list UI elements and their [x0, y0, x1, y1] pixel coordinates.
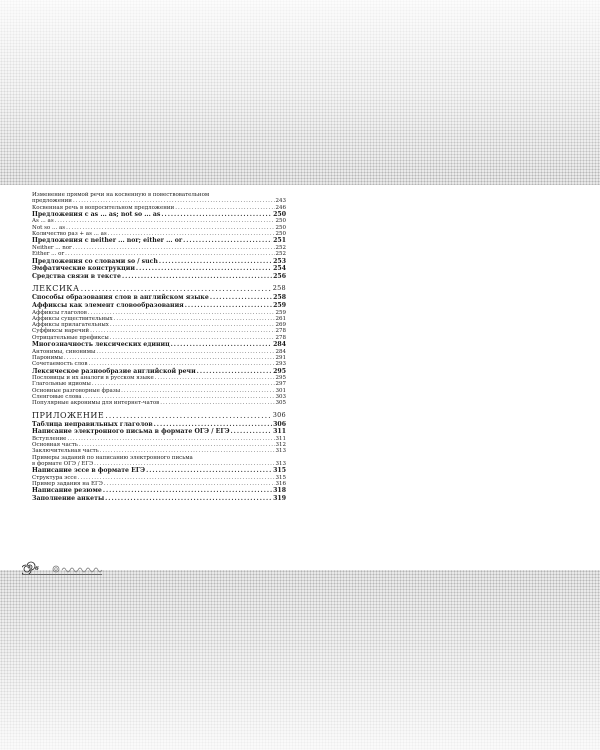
toc-entry-title: Суффиксы наречий — [32, 328, 90, 335]
toc-page-number: 259 — [273, 301, 286, 309]
toc-entry-title: Структура эссе — [32, 474, 77, 481]
toc-page-number: 250 — [275, 224, 286, 231]
toc-page-number: 306 — [272, 410, 286, 419]
toc-page-number: 319 — [273, 495, 286, 503]
toc-entry-title: As ... as — [32, 218, 54, 225]
toc-leader-dots — [171, 341, 272, 349]
toc-leader-dots — [105, 495, 272, 503]
footer-underline — [22, 574, 102, 575]
toc-page-number: 297 — [275, 381, 286, 388]
toc-entry-title: Заключительная часть — [32, 448, 99, 455]
toc-entry-title: Вступление — [32, 435, 67, 442]
toc-entry-title: Основные разговорные фразы — [32, 387, 121, 394]
halftone-band-bottom — [0, 570, 600, 750]
toc-page-number: 313 — [275, 448, 286, 455]
toc-page-number: 246 — [275, 204, 286, 211]
toc-entry — [32, 192, 286, 205]
toc-page-number: 278 — [275, 334, 286, 341]
toc-entry-title: Аффиксы как элемент словообразования — [32, 301, 184, 309]
toc-entry-title: Косвенная речь в вопросительном предложении — [32, 204, 175, 211]
toc-page-number: 312 — [275, 442, 286, 449]
toc-entry-title: Not so ... as — [32, 224, 66, 231]
toc-entry-title: Способы образования слов в английском языке — [32, 294, 209, 302]
toc-entry-title: Примеры заданий по написанию электронного письма — [32, 454, 193, 461]
toc-entry — [32, 495, 286, 503]
toc-page-number: 278 — [275, 328, 286, 335]
toc-page-number: 313 — [275, 460, 286, 467]
toc-entry — [32, 448, 286, 454]
toc-entry — [32, 294, 286, 302]
toc-page-number: 250 — [275, 218, 286, 225]
toc-page-number: 253 — [273, 257, 286, 265]
toc-entry — [32, 237, 286, 245]
toc-entry — [32, 258, 286, 266]
toc-leader-dots — [159, 258, 272, 266]
page-number: 6 — [35, 566, 39, 572]
toc-entry-title: Антонимы, синонимы — [32, 348, 96, 355]
toc-leader-dots — [105, 410, 271, 421]
toc-entry-title: Средства связи в тексте — [32, 272, 121, 280]
toc-page-number: 261 — [275, 315, 286, 322]
halftone-band-top — [0, 0, 600, 185]
toc-entry-title: Сочетаемость слов — [32, 361, 88, 368]
toc-entry — [32, 428, 286, 436]
toc-page-number: 243 — [275, 198, 286, 205]
toc-section-heading — [32, 283, 286, 294]
toc-entry — [32, 467, 286, 475]
toc-leader-dots — [185, 302, 272, 310]
toc-entry-title: Сленговые слова — [32, 393, 82, 400]
toc-page-number: 258 — [273, 294, 286, 302]
toc-leader-dots — [136, 265, 272, 273]
toc-page-number: 301 — [275, 387, 286, 394]
toc-entry-title: Паронимы — [32, 354, 63, 361]
toc-leader-dots — [210, 294, 272, 302]
spiral-ornament-icon — [22, 560, 36, 574]
toc-page-number: 316 — [275, 481, 286, 488]
toc-entry-title: Аффиксы прилагательных — [32, 322, 109, 329]
toc-page-number: 250 — [275, 231, 286, 238]
toc-entry-title: ЛЕКСИКА — [32, 284, 80, 294]
toc-page-number: 252 — [275, 251, 286, 258]
watermark-handwriting — [52, 564, 112, 574]
toc-entry-title: Either ... or — [32, 251, 65, 258]
toc-entry-title: Написание эссе в формате ЕГЭ — [32, 467, 146, 475]
toc-entry — [32, 421, 286, 429]
toc-entry — [32, 400, 286, 406]
toc-entry-title: Предложения со словами so / such — [32, 257, 158, 265]
toc-page-number: 295 — [275, 375, 286, 382]
toc-page-number: 259 — [275, 309, 286, 316]
toc-entry — [32, 273, 286, 281]
toc-page-number: 254 — [273, 265, 286, 273]
toc-entry-title: Популярные акронимы для интернет-чатов — [32, 400, 160, 407]
toc-entry-title: Количество раз + as ... as — [32, 231, 107, 238]
toc-entry-title-cont: предложении — [32, 198, 72, 205]
toc-leader-dots — [160, 400, 274, 406]
toc-entry-title: Отрицательные префиксы — [32, 334, 109, 341]
toc-page-number: 252 — [275, 244, 286, 251]
toc-entry-title: Предложения с neither ... nor; either ... or — [32, 237, 183, 245]
toc-leader-dots — [197, 368, 272, 376]
toc-entry — [32, 368, 286, 376]
toc-page-number: 258 — [272, 284, 286, 293]
toc-leader-dots — [183, 237, 272, 245]
toc-page-number: 305 — [275, 400, 286, 407]
toc-page-number: 311 — [275, 435, 286, 442]
toc-entry — [32, 265, 286, 273]
toc-page-number: 293 — [275, 361, 286, 368]
toc-entry-title: Аффиксы существительных — [32, 315, 113, 322]
toc-entry — [32, 211, 286, 219]
toc-page-number: 250 — [273, 210, 286, 218]
toc-page-number: 303 — [275, 393, 286, 400]
toc-leader-dots — [100, 448, 275, 454]
toc-entry-title: ПРИЛОЖЕНИЕ — [32, 410, 105, 420]
toc-page-number: 284 — [273, 341, 286, 349]
toc-entry-title: Заполнение анкеты — [32, 495, 105, 503]
toc-entry-title: Аффиксы глаголов — [32, 309, 87, 316]
toc-page-number: 269 — [275, 322, 286, 329]
toc-page-number: 315 — [275, 474, 286, 481]
toc-leader-dots — [154, 421, 272, 429]
toc-entry — [32, 455, 286, 468]
toc-entry — [32, 302, 286, 310]
toc-entry-title: Лексическое разнообразие английской речи — [32, 367, 196, 375]
toc-entry — [32, 341, 286, 349]
toc-entry-title: Предложения с as ... as; not so ... as — [32, 210, 161, 218]
toc-page-number: 251 — [273, 237, 286, 245]
toc-entry-title: Многозначность лексических единиц — [32, 341, 170, 349]
toc-page-number: 315 — [273, 467, 286, 475]
toc-page-number: 318 — [273, 487, 286, 495]
toc-leader-dots — [231, 428, 273, 436]
toc-entry — [32, 487, 286, 495]
toc-page-number: 306 — [273, 420, 286, 428]
toc-leader-dots — [81, 283, 272, 294]
toc-entry-title: Написание электронного письма в формате ОГЭ / ЕГЭ — [32, 428, 230, 436]
toc-page-number: 284 — [275, 348, 286, 355]
toc-entry-title: Изменение прямой речи на косвенную в повествовательном — [32, 192, 210, 198]
toc-entry-title-cont: в формате ОГЭ / ЕГЭ — [32, 460, 94, 467]
toc-page-number: 311 — [273, 428, 286, 436]
toc-entry-title: Эмфатические конструкции — [32, 265, 135, 273]
toc-entry-title: Глагольные идиомы — [32, 381, 91, 388]
toc-page-number: 256 — [273, 272, 286, 280]
toc-entry-title: Пример задания на ЕГЭ — [32, 481, 103, 488]
toc-entry-title: Neither ... nor — [32, 244, 72, 251]
toc-entry-title: Пословицы и их аналоги в русском языке — [32, 375, 154, 382]
toc-leader-dots — [103, 487, 272, 495]
toc-leader-dots — [122, 273, 272, 281]
toc-page-number: 291 — [275, 354, 286, 361]
toc-leader-dots — [161, 211, 272, 219]
toc-leader-dots — [146, 467, 272, 475]
toc-entry-title: Основная часть — [32, 442, 78, 449]
toc-entry-title: Написание резюме — [32, 487, 102, 495]
toc-entry-title: Таблица неправильных глаголов — [32, 420, 153, 428]
toc-section-heading — [32, 410, 286, 421]
table-of-contents — [32, 192, 286, 503]
book-page — [0, 185, 600, 570]
toc-page-number: 295 — [273, 367, 286, 375]
page-footer — [22, 560, 222, 576]
